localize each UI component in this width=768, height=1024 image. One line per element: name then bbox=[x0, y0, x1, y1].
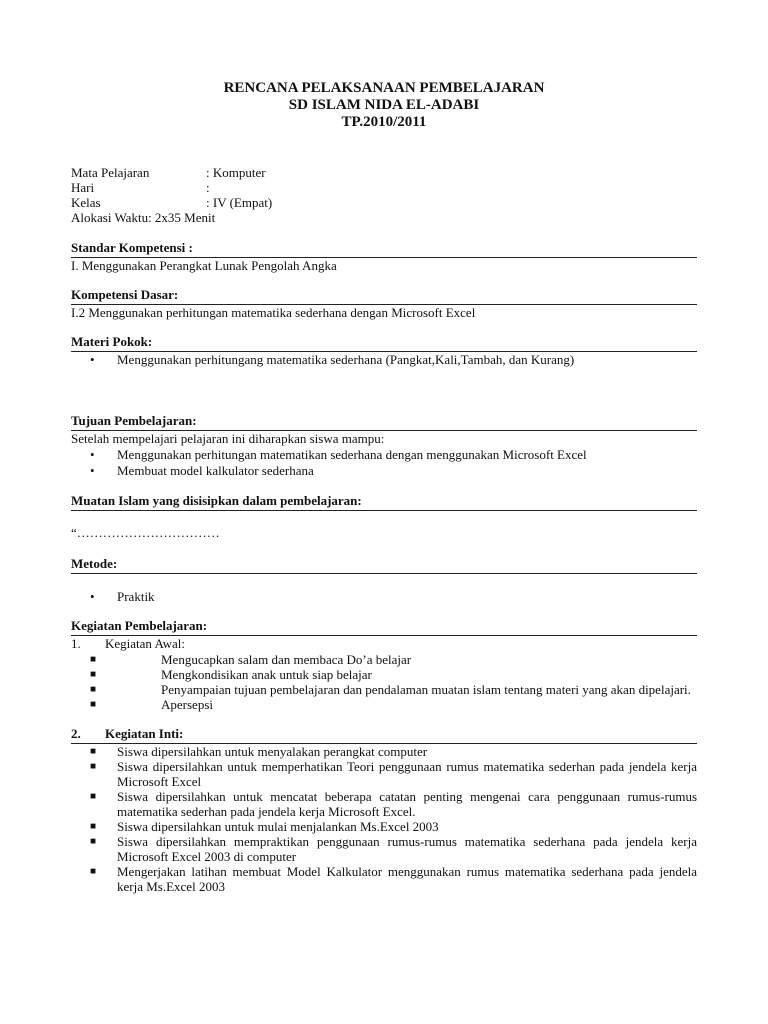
kegiatan-awal-heading: 1. Kegiatan Awal: bbox=[71, 636, 186, 651]
square-bullet-icon: ■ bbox=[90, 866, 97, 877]
list-item: • Membuat model kalkulator sederhana bbox=[90, 463, 314, 478]
square-bullet-icon: ■ bbox=[90, 746, 97, 757]
square-bullet-icon: ■ bbox=[90, 791, 97, 802]
section-heading: Kompetensi Dasar: bbox=[71, 287, 697, 305]
list-item: ■ Siswa dipersilahkan untuk menyalakan perangkat computer bbox=[90, 744, 428, 759]
square-bullet-icon: ■ bbox=[90, 654, 97, 665]
list-item: • Praktik bbox=[90, 589, 155, 604]
section-heading: Standar Kompetensi : bbox=[71, 240, 697, 258]
list-item: ■ Siswa dipersilahkan untuk mencatat beberapa catatan penting mengenai cara penggunaan rumus-rumus matematika sederhan pada jendela kerja Microsoft Excel. bbox=[90, 789, 697, 819]
list-item: ■ Mengkondisikan anak untuk siap belajar bbox=[90, 667, 372, 682]
list-item: ■ Siswa dipersilahkan mempraktikan penggunaan rumus-rumus matematika sederhana pada jendela kerja Microsoft Excel 2003 di computer bbox=[90, 834, 697, 864]
list-item: ■ Siswa dipersilahkan untuk mulai menjalankan Ms.Excel 2003 bbox=[90, 819, 439, 834]
meta-value: : IV (Empat) bbox=[206, 195, 273, 210]
square-bullet-icon: ■ bbox=[90, 669, 97, 680]
list-item: ■ Mengucapkan salam dan membaca Do’a belajar bbox=[90, 652, 412, 667]
section-kegiatan bbox=[71, 618, 697, 894]
section-heading: Tujuan Pembelajaran: bbox=[71, 413, 697, 431]
section-heading: Metode: bbox=[71, 556, 697, 574]
square-bullet-icon: ■ bbox=[90, 699, 97, 710]
square-bullet-icon: ■ bbox=[90, 761, 97, 772]
section-muatan bbox=[71, 493, 697, 541]
list-item: ■ Penyampaian tujuan pembelajaran dan pendalaman muatan islam tentang materi yang akan dipelajari. bbox=[90, 682, 691, 697]
list-item: • Menggunakan perhitungang matematika sederhana (Pangkat,Kali,Tambah, dan Kurang) bbox=[90, 352, 575, 367]
meta-label: Alokasi Waktu: 2x35 Menit bbox=[71, 210, 216, 225]
document-title bbox=[0, 80, 768, 131]
section-heading: Muatan Islam yang disisipkan dalam pembelajaran: bbox=[71, 493, 697, 511]
list-item: ■ Siswa dipersilahkan untuk memperhatikan Teori penggunaan rumus matematika sederhan pada jendela kerja Microsoft Excel bbox=[90, 759, 697, 789]
meta-value: : Komputer bbox=[206, 165, 266, 180]
meta-label: Mata Pelajaran bbox=[71, 165, 150, 180]
section-text: I.2 Menggunakan perhitungan matematika sederhana dengan Microsoft Excel bbox=[71, 305, 476, 320]
list-item: • Menggunakan perhitungan matematikan sederhana dengan menggunakan Microsoft Excel bbox=[90, 447, 587, 462]
section-tujuan bbox=[71, 413, 697, 479]
meta-row-hari bbox=[71, 180, 697, 195]
list-item: ■ Mengerjakan latihan membuat Model Kalkulator menggunakan rumus matematika sederhana pada jendela kerja Ms.Excel 2003 bbox=[90, 864, 697, 894]
list-item: ■ Apersepsi bbox=[90, 697, 213, 712]
section-materi bbox=[71, 334, 697, 368]
meta-label: Hari bbox=[71, 180, 95, 195]
square-bullet-icon: ■ bbox=[90, 684, 97, 695]
meta-row-alokasi bbox=[71, 210, 697, 225]
section-kompetensi bbox=[71, 287, 697, 321]
bullet-icon: • bbox=[90, 589, 95, 604]
section-metode bbox=[71, 556, 697, 605]
section-heading: Materi Pokok: bbox=[71, 334, 697, 352]
title-line-2: SD ISLAM NIDA EL-ADABI bbox=[288, 97, 480, 113]
meta-row-kelas bbox=[71, 195, 697, 210]
square-bullet-icon: ■ bbox=[90, 836, 97, 847]
section-text: I. Menggunakan Perangkat Lunak Pengolah Angka bbox=[71, 258, 337, 273]
section-intro: Setelah mempelajari pelajaran ini diharapkan siswa mampu: bbox=[71, 431, 385, 446]
section-heading: Kegiatan Pembelajaran: bbox=[71, 618, 697, 636]
section-text: “…………………………… bbox=[71, 525, 220, 540]
kegiatan-inti-heading: 2. Kegiatan Inti: bbox=[71, 726, 184, 741]
title-line-1: RENCANA PELAKSANAAN PEMBELAJARAN bbox=[223, 80, 545, 96]
square-bullet-icon: ■ bbox=[90, 821, 97, 832]
title-line-3: TP.2010/2011 bbox=[341, 114, 427, 130]
bullet-icon: • bbox=[90, 447, 95, 462]
bullet-icon: • bbox=[90, 463, 95, 478]
bullet-icon: • bbox=[90, 352, 95, 367]
section-standar bbox=[71, 240, 697, 274]
meta-value: : bbox=[206, 180, 210, 195]
meta-row-mapel bbox=[71, 165, 697, 180]
meta-label: Kelas bbox=[71, 195, 101, 210]
meta-block bbox=[71, 165, 697, 225]
